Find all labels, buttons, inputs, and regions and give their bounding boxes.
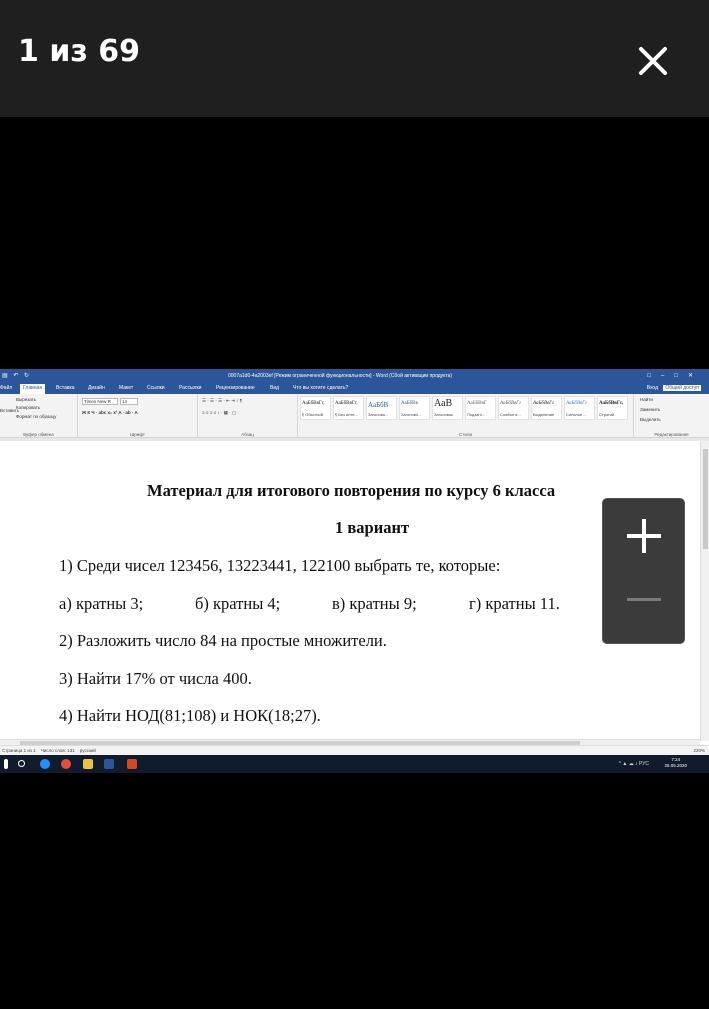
paragraph-label: Абзац <box>241 432 254 437</box>
input-language[interactable]: РУС <box>638 761 649 767</box>
word-window-title: 0007a1d0-4a2003ef [Режим ограниченной функциональности] - Word (Сбой активации продукта) <box>228 373 453 379</box>
close-icon[interactable] <box>634 42 672 80</box>
style-item[interactable]: АаБбВвГг Сильное ... <box>564 396 595 420</box>
sign-in-link[interactable]: Вход <box>646 385 659 391</box>
editing-group <box>634 394 709 438</box>
font-size-select[interactable]: 14 <box>120 398 138 405</box>
tab-design[interactable]: Дизайн <box>88 385 105 391</box>
copy-button[interactable]: Копировать <box>16 405 41 410</box>
style-item[interactable]: АаБбВвГг Слабое в... <box>498 396 529 420</box>
image-counter: 1 из 69 <box>18 34 140 69</box>
style-item[interactable]: АаВ Заголовок <box>432 396 463 420</box>
clipboard-label: Буфер обмена <box>23 432 54 437</box>
font-label: Шрифт <box>130 432 145 437</box>
font-format-icons[interactable]: Ж К Ч · abc x₂ x² A · ab · A <box>82 410 138 415</box>
ribbon <box>0 394 709 438</box>
styles-gallery <box>300 396 630 420</box>
question-2: 2) Разложить число 84 на простые множители. <box>59 631 387 650</box>
question-1-option-a: а) кратны 3; <box>59 594 144 613</box>
zoom-out-icon[interactable] <box>627 591 661 609</box>
word-app-icon[interactable] <box>104 759 114 769</box>
question-1: 1) Среди чисел 123456, 13223441, 122100 выбрать те, которые: <box>59 556 501 575</box>
ribbon-tabs <box>0 383 709 394</box>
style-item[interactable]: АаБбВвГг Выделение <box>531 396 562 420</box>
question-1-option-c: в) кратны 9; <box>332 594 417 613</box>
align-icons[interactable]: ≡ ≡ ≡ ≡ ↕ · ▦ · ▢ · <box>202 410 240 415</box>
edge-browser-icon[interactable] <box>40 759 50 769</box>
viewer-top-bar <box>0 0 709 117</box>
paragraph-group <box>198 394 298 438</box>
cut-button[interactable]: Вырезать <box>16 397 37 402</box>
paste-button[interactable]: Вставить <box>0 408 20 413</box>
styles-group <box>298 394 634 438</box>
vertical-scrollbar[interactable] <box>700 441 709 741</box>
styles-label: Стили <box>459 432 472 437</box>
select-button[interactable]: Выделить <box>640 417 661 422</box>
find-button[interactable]: Найти <box>640 397 653 402</box>
style-item[interactable]: АаБбВвГг, Строгий <box>597 396 628 420</box>
tab-view[interactable]: Вид <box>270 385 280 391</box>
tell-me-box[interactable]: Что вы хотите сделать? <box>293 385 349 391</box>
style-item[interactable]: АаБбВ Заголово... <box>366 396 397 420</box>
tab-mailings[interactable]: Рассылки <box>179 385 202 391</box>
style-item[interactable]: АаБбВв Заголово... <box>399 396 430 420</box>
variant-heading: 1 вариант <box>335 518 410 537</box>
zoom-in-icon[interactable] <box>627 519 661 553</box>
windows-taskbar <box>0 755 709 773</box>
tab-home[interactable]: Главная <box>20 384 45 394</box>
question-4: 4) Найти НОД(81;108) и НОК(18;27). <box>59 706 321 725</box>
list-icons[interactable]: ☰ · ☰ · ☰ · ⇤ ⇥ ↕ ¶ <box>202 398 243 403</box>
search-icon[interactable] <box>18 760 25 767</box>
question-3: 3) Найти 17% от числа 400. <box>59 669 252 688</box>
tab-references[interactable]: Ссылки <box>147 385 165 391</box>
zoom-control <box>602 498 685 644</box>
tab-file[interactable]: Файл <box>0 385 13 391</box>
tab-insert[interactable]: Вставка <box>56 385 75 391</box>
system-tray: ^ ▲ ☁ ♪ РУС <box>618 761 649 767</box>
document-title: Материал для итогового повторения по курсу 6 класса <box>147 481 556 500</box>
window-controls-icons: □–□✕ <box>647 373 703 379</box>
format-painter-button[interactable]: Формат по образцу <box>16 414 57 419</box>
editing-label: Редактирование <box>654 432 689 437</box>
font-group <box>78 394 198 438</box>
powerpoint-app-icon[interactable] <box>127 759 137 769</box>
status-left <box>2 748 96 753</box>
windows-start-icon[interactable] <box>4 759 8 769</box>
yandex-browser-icon[interactable] <box>61 759 71 769</box>
style-item[interactable]: АаБбВвГг, ¶ Без инте... <box>333 396 364 420</box>
word-count: Число слов: 131 <box>40 748 75 753</box>
clipboard-group <box>0 394 78 438</box>
question-1-option-b: б) кратны 4; <box>195 594 281 613</box>
style-item[interactable]: АаБбВвГ Подзаго... <box>465 396 496 420</box>
tab-layout[interactable]: Макет <box>119 385 134 391</box>
status-bar <box>0 745 709 755</box>
style-item[interactable]: АаБбВвГг, ¶ Обычный <box>300 396 331 420</box>
language-status: русский <box>79 748 96 753</box>
zoom-level[interactable]: 220% <box>693 748 705 753</box>
page-count: Страница 1 из 1 <box>2 748 36 753</box>
tab-review[interactable]: Рецензирование <box>216 385 255 391</box>
font-name-select[interactable]: Times New R <box>82 398 118 405</box>
taskbar-clock[interactable]: 7:24 25.05.2020 <box>664 757 687 768</box>
quick-access-icons: ▤ ↶ ↻ <box>2 373 32 379</box>
share-button[interactable]: Общий доступ <box>665 385 699 391</box>
replace-button[interactable]: Заменить <box>640 407 661 412</box>
question-1-option-d: г) кратны 11. <box>469 594 560 613</box>
account-area <box>647 385 701 391</box>
yandex-disk-icon[interactable] <box>83 759 93 769</box>
word-title-bar <box>0 369 709 383</box>
